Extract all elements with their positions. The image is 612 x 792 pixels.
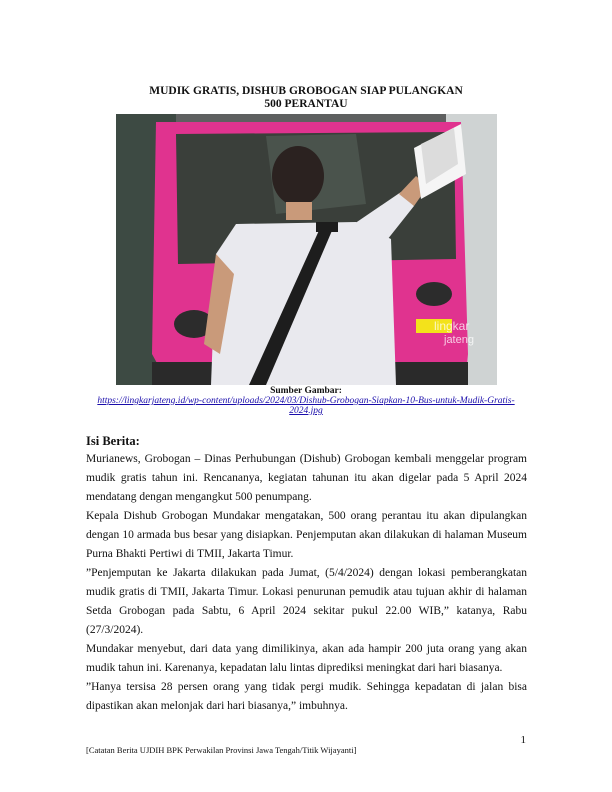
- news-photo: [116, 114, 497, 385]
- watermark-line-1: lingkar: [434, 319, 470, 333]
- footer-note: [Catatan Berita UJDIH BPK Perwakilan Provinsi Jawa Tengah/Titik Wijayanti]: [86, 745, 357, 755]
- person-head: [272, 146, 324, 206]
- paragraph-1: Murianews, Grobogan – Dinas Perhubungan (Dishub) Grobogan kembali menggelar program mudik gratis tahun ini. Rencananya, kegiatan tahunan itu akan digelar pada 5 April 2024 mendatang dengan mengangkut 500 penumpang.: [86, 453, 527, 503]
- paragraph-5: ”Hanya tersisa 28 persen orang yang tidak pergi mudik. Sehingga kepadatan di jalan bisa dipastikan akan melonjak dari hari biasanya,” imbuhnya.: [86, 681, 527, 712]
- person-shirt: [211, 222, 396, 385]
- image-caption: [0, 386, 612, 416]
- watermark-line-2: jateng: [444, 334, 474, 346]
- source-link[interactable]: https://lingkarjateng.id/wp-content/uploads/2024/03/Dishub-Grobogan-Siapkan-10-Bus-untuk-Mudik-Gratis-2024.jpg: [97, 396, 515, 416]
- article-title-line-1: MUDIK GRATIS, DISHUB GROBOGAN SIAP PULANGKAN: [149, 85, 463, 97]
- article-title: [0, 85, 612, 111]
- article-title-line-2: 500 PERANTAU: [264, 98, 348, 110]
- right-headlight: [416, 282, 452, 306]
- bus-photo-illustration: [116, 114, 497, 385]
- article-body: [86, 450, 527, 716]
- paragraph-2: Kepala Dishub Grobogan Mundakar mengatakan, 500 orang perantau itu akan dipulangkan dengan 10 armada bus besar yang disiapkan. Penjemputan akan dilakukan di halaman Museum Purna Bhakti Pertiwi di TMII, Jakarta Timur.: [86, 510, 527, 560]
- section-heading: Isi Berita:: [86, 434, 140, 448]
- paragraph-4: Mundakar menyebut, dari data yang dimilikinya, akan ada hampir 200 juta orang yang akan mudik tahun ini. Karenanya, kepadatan lalu lintas diprediksi meningkat dari hari biasanya.: [86, 643, 527, 674]
- page-number: 1: [520, 734, 526, 746]
- paragraph-3: ”Penjemputan ke Jakarta dilakukan pada Jumat, (5/4/2024) dengan lokasi pemberangkatan mudik gratis di TMII, Jakarta Timur. Lokasi penurunan pemudik atau tujuan akhir di halaman Setda Grobogan pada Sabtu, 6 April 2024 sekitar pukul 22.00 WIB,” katanya, Rabu (27/3/2024).: [86, 567, 527, 636]
- caption-label: Sumber Gambar:: [270, 386, 342, 396]
